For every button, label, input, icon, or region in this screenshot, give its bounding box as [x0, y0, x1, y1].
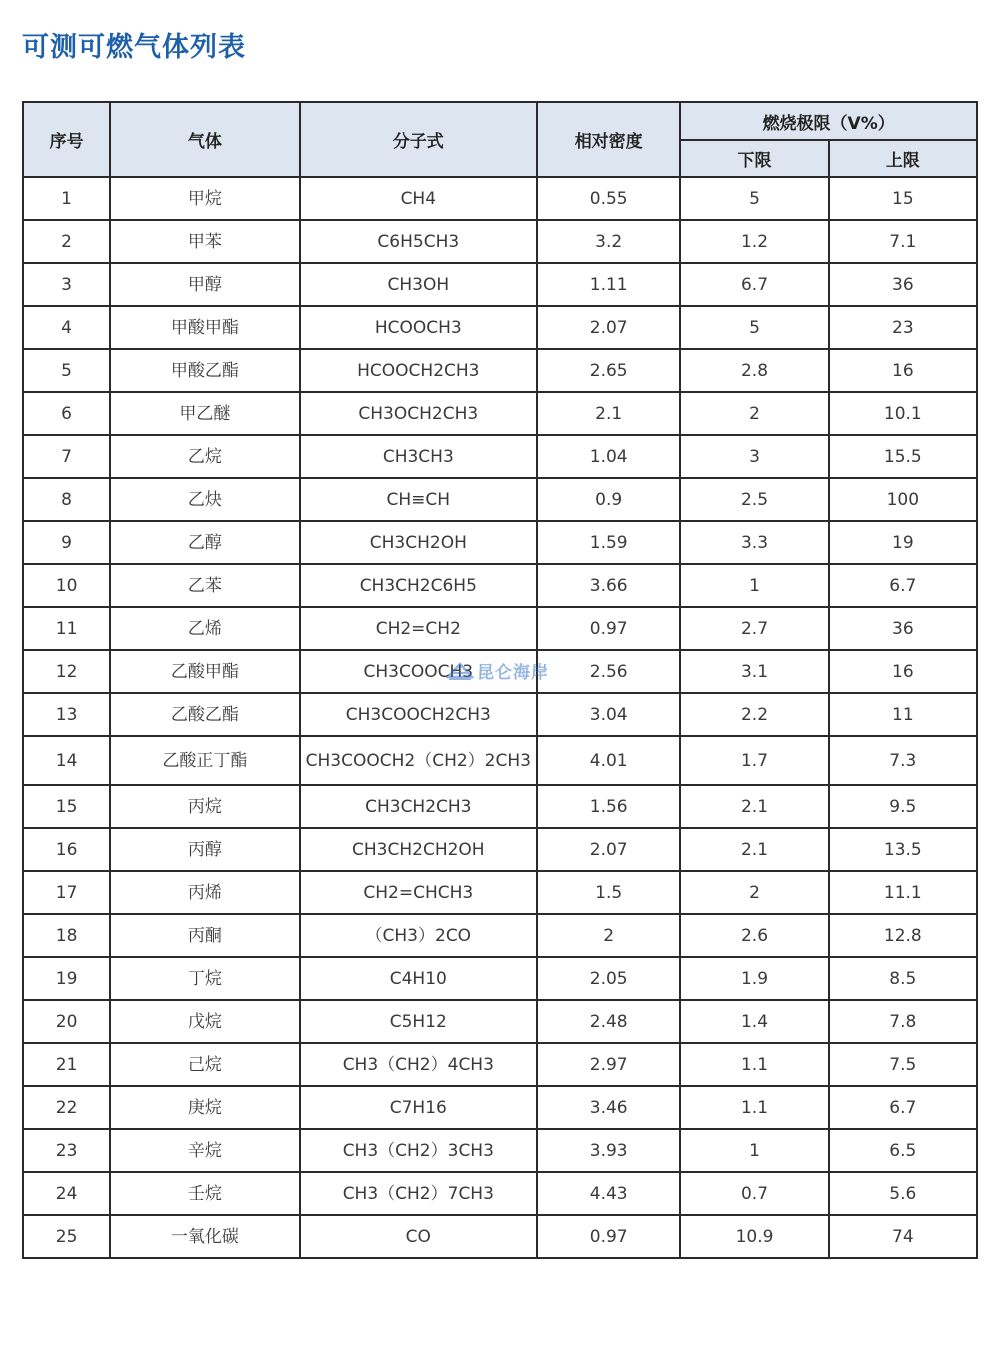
- cell-lower-limit: 0.7: [680, 1172, 828, 1215]
- cell-upper-limit: 19: [829, 521, 977, 564]
- table-row: [23, 478, 977, 521]
- cell-lower-limit: 2.2: [680, 693, 828, 736]
- cell-index: 4: [23, 306, 110, 349]
- cell-density: 3.46: [537, 1086, 680, 1129]
- cell-upper-limit: 5.6: [829, 1172, 977, 1215]
- table-row: [23, 650, 977, 693]
- cell-index: 22: [23, 1086, 110, 1129]
- cell-density: 2: [537, 914, 680, 957]
- cell-index: 12: [23, 650, 110, 693]
- cell-index: 16: [23, 828, 110, 871]
- cell-formula: CH3（CH2）4CH3: [300, 1043, 537, 1086]
- cell-density: 2.56: [537, 650, 680, 693]
- cell-lower-limit: 2.7: [680, 607, 828, 650]
- cell-gas-name: 丙醇: [110, 828, 299, 871]
- table-row: [23, 349, 977, 392]
- cell-lower-limit: 1: [680, 564, 828, 607]
- cell-index: 17: [23, 871, 110, 914]
- table-row: [23, 1172, 977, 1215]
- header-flammability-limits: 燃烧极限（V%）: [680, 102, 977, 140]
- cell-gas-name: 乙苯: [110, 564, 299, 607]
- cell-upper-limit: 36: [829, 607, 977, 650]
- cell-density: 3.04: [537, 693, 680, 736]
- cell-density: 2.65: [537, 349, 680, 392]
- cell-upper-limit: 15: [829, 177, 977, 220]
- cell-formula: CH3CH2OH: [300, 521, 537, 564]
- cell-formula: CO: [300, 1215, 537, 1258]
- cell-gas-name: 甲苯: [110, 220, 299, 263]
- table-row: [23, 1086, 977, 1129]
- header-formula: 分子式: [300, 102, 537, 177]
- cell-lower-limit: 2.1: [680, 828, 828, 871]
- cell-formula: CH3OCH2CH3: [300, 392, 537, 435]
- cell-upper-limit: 7.5: [829, 1043, 977, 1086]
- cell-index: 11: [23, 607, 110, 650]
- cell-formula: CH2=CH2: [300, 607, 537, 650]
- cell-index: 9: [23, 521, 110, 564]
- cell-density: 1.5: [537, 871, 680, 914]
- cell-index: 13: [23, 693, 110, 736]
- cell-index: 2: [23, 220, 110, 263]
- cell-density: 0.9: [537, 478, 680, 521]
- cell-gas-name: 甲醇: [110, 263, 299, 306]
- cell-gas-name: 乙烷: [110, 435, 299, 478]
- cell-lower-limit: 1.2: [680, 220, 828, 263]
- cell-upper-limit: 23: [829, 306, 977, 349]
- watermark-text: 昆仑海岸: [477, 663, 549, 683]
- cell-density: 2.07: [537, 306, 680, 349]
- table-row: [23, 263, 977, 306]
- cell-density: 1.56: [537, 785, 680, 828]
- cell-density: 1.04: [537, 435, 680, 478]
- cell-density: 0.97: [537, 607, 680, 650]
- table-row: [23, 736, 977, 785]
- table-row: [23, 693, 977, 736]
- table-row: [23, 564, 977, 607]
- cell-upper-limit: 12.8: [829, 914, 977, 957]
- cell-density: 2.48: [537, 1000, 680, 1043]
- cell-formula: CH3COOCH2（CH2）2CH3: [300, 736, 537, 785]
- table-row: [23, 435, 977, 478]
- cell-index: 10: [23, 564, 110, 607]
- cell-density: 0.97: [537, 1215, 680, 1258]
- cell-formula: CH3COOCH3: [300, 650, 537, 693]
- cell-gas-name: 丙酮: [110, 914, 299, 957]
- cell-lower-limit: 2.8: [680, 349, 828, 392]
- cell-gas-name: 壬烷: [110, 1172, 299, 1215]
- gas-table: [22, 101, 978, 1259]
- cell-upper-limit: 11.1: [829, 871, 977, 914]
- cell-lower-limit: 3.1: [680, 650, 828, 693]
- header-gas: 气体: [110, 102, 299, 177]
- table-row: [23, 220, 977, 263]
- table-row: [23, 1129, 977, 1172]
- cell-gas-name: 丙烷: [110, 785, 299, 828]
- page-title: 可测可燃气体列表: [22, 32, 246, 63]
- cell-index: 21: [23, 1043, 110, 1086]
- header-index: 序号: [23, 102, 110, 177]
- cell-index: 1: [23, 177, 110, 220]
- header-lower-limit: 下限: [680, 140, 828, 177]
- cell-upper-limit: 100: [829, 478, 977, 521]
- cell-index: 24: [23, 1172, 110, 1215]
- cell-lower-limit: 2.6: [680, 914, 828, 957]
- cell-gas-name: 乙烯: [110, 607, 299, 650]
- cell-formula: CH3（CH2）7CH3: [300, 1172, 537, 1215]
- cell-gas-name: 庚烷: [110, 1086, 299, 1129]
- cell-lower-limit: 2.1: [680, 785, 828, 828]
- table-row: [23, 1000, 977, 1043]
- cell-upper-limit: 74: [829, 1215, 977, 1258]
- cell-gas-name: 甲酸甲酯: [110, 306, 299, 349]
- cell-gas-name: 乙酸正丁酯: [110, 736, 299, 785]
- header-density: 相对密度: [537, 102, 680, 177]
- table-row: [23, 177, 977, 220]
- cell-formula: CH3CH2CH3: [300, 785, 537, 828]
- cell-index: 6: [23, 392, 110, 435]
- cell-lower-limit: 2: [680, 871, 828, 914]
- cell-formula: CH3CH3: [300, 435, 537, 478]
- table-row: [23, 914, 977, 957]
- cell-upper-limit: 13.5: [829, 828, 977, 871]
- cell-formula: CH≡CH: [300, 478, 537, 521]
- cell-formula: CH4: [300, 177, 537, 220]
- cell-upper-limit: 16: [829, 349, 977, 392]
- cell-upper-limit: 16: [829, 650, 977, 693]
- cell-formula: CH3CH2C6H5: [300, 564, 537, 607]
- cell-lower-limit: 3.3: [680, 521, 828, 564]
- cell-index: 7: [23, 435, 110, 478]
- cell-density: 3.93: [537, 1129, 680, 1172]
- cell-lower-limit: 2.5: [680, 478, 828, 521]
- table-header: [23, 102, 977, 177]
- cell-density: 4.43: [537, 1172, 680, 1215]
- cell-upper-limit: 9.5: [829, 785, 977, 828]
- cell-gas-name: 己烷: [110, 1043, 299, 1086]
- cell-lower-limit: 6.7: [680, 263, 828, 306]
- cell-gas-name: 乙炔: [110, 478, 299, 521]
- cell-index: 3: [23, 263, 110, 306]
- cell-upper-limit: 10.1: [829, 392, 977, 435]
- cell-upper-limit: 6.7: [829, 564, 977, 607]
- cell-upper-limit: 6.5: [829, 1129, 977, 1172]
- cell-index: 25: [23, 1215, 110, 1258]
- cell-lower-limit: 1.9: [680, 957, 828, 1000]
- cell-lower-limit: 2: [680, 392, 828, 435]
- table-row: [23, 607, 977, 650]
- cell-lower-limit: 10.9: [680, 1215, 828, 1258]
- cell-upper-limit: 36: [829, 263, 977, 306]
- cell-density: 1.11: [537, 263, 680, 306]
- cell-lower-limit: 5: [680, 306, 828, 349]
- cell-lower-limit: 1.7: [680, 736, 828, 785]
- cell-formula: HCOOCH3: [300, 306, 537, 349]
- cell-formula: C7H16: [300, 1086, 537, 1129]
- table-row: [23, 306, 977, 349]
- cell-density: 2.97: [537, 1043, 680, 1086]
- cell-index: 23: [23, 1129, 110, 1172]
- cell-formula: CH3CH2CH2OH: [300, 828, 537, 871]
- table-row: [23, 871, 977, 914]
- cell-upper-limit: 11: [829, 693, 977, 736]
- cell-index: 20: [23, 1000, 110, 1043]
- cell-upper-limit: 8.5: [829, 957, 977, 1000]
- cell-gas-name: 甲乙醚: [110, 392, 299, 435]
- cell-lower-limit: 1: [680, 1129, 828, 1172]
- cell-formula: （CH3）2CO: [300, 914, 537, 957]
- cell-formula: CH2=CHCH3: [300, 871, 537, 914]
- cell-index: 19: [23, 957, 110, 1000]
- cell-lower-limit: 1.1: [680, 1043, 828, 1086]
- table-body: [23, 177, 977, 1258]
- cell-density: 0.55: [537, 177, 680, 220]
- cell-density: 2.05: [537, 957, 680, 1000]
- table-row: [23, 785, 977, 828]
- cell-gas-name: 戊烷: [110, 1000, 299, 1043]
- cell-formula: C5H12: [300, 1000, 537, 1043]
- cell-index: 8: [23, 478, 110, 521]
- cell-gas-name: 甲烷: [110, 177, 299, 220]
- cell-lower-limit: 5: [680, 177, 828, 220]
- cell-formula: CH3COOCH2CH3: [300, 693, 537, 736]
- table-row: [23, 828, 977, 871]
- cell-density: 2.07: [537, 828, 680, 871]
- table-row: [23, 521, 977, 564]
- cell-gas-name: 丁烷: [110, 957, 299, 1000]
- cell-upper-limit: 7.8: [829, 1000, 977, 1043]
- cell-index: 15: [23, 785, 110, 828]
- cell-gas-name: 一氧化碳: [110, 1215, 299, 1258]
- cell-density: 2.1: [537, 392, 680, 435]
- cell-index: 18: [23, 914, 110, 957]
- cell-index: 5: [23, 349, 110, 392]
- table-row: [23, 1043, 977, 1086]
- header-row: [23, 102, 977, 140]
- cell-density: 3.66: [537, 564, 680, 607]
- cell-upper-limit: 7.3: [829, 736, 977, 785]
- cell-formula: CH3OH: [300, 263, 537, 306]
- cell-formula: CH3（CH2）3CH3: [300, 1129, 537, 1172]
- cell-density: 3.2: [537, 220, 680, 263]
- cell-upper-limit: 15.5: [829, 435, 977, 478]
- header-upper-limit: 上限: [829, 140, 977, 177]
- cell-density: 1.59: [537, 521, 680, 564]
- cell-gas-name: 甲酸乙酯: [110, 349, 299, 392]
- cell-lower-limit: 3: [680, 435, 828, 478]
- cell-gas-name: 乙醇: [110, 521, 299, 564]
- cell-formula: HCOOCH2CH3: [300, 349, 537, 392]
- table-row: [23, 957, 977, 1000]
- cell-gas-name: 乙酸乙酯: [110, 693, 299, 736]
- cell-gas-name: 辛烷: [110, 1129, 299, 1172]
- cell-density: 4.01: [537, 736, 680, 785]
- cell-lower-limit: 1.1: [680, 1086, 828, 1129]
- cell-upper-limit: 7.1: [829, 220, 977, 263]
- cell-formula: C4H10: [300, 957, 537, 1000]
- cell-gas-name: 丙烯: [110, 871, 299, 914]
- table-row: [23, 392, 977, 435]
- cell-formula: C6H5CH3: [300, 220, 537, 263]
- cell-gas-name: 乙酸甲酯: [110, 650, 299, 693]
- table-row: [23, 1215, 977, 1258]
- cell-lower-limit: 1.4: [680, 1000, 828, 1043]
- cell-upper-limit: 6.7: [829, 1086, 977, 1129]
- cell-index: 14: [23, 736, 110, 785]
